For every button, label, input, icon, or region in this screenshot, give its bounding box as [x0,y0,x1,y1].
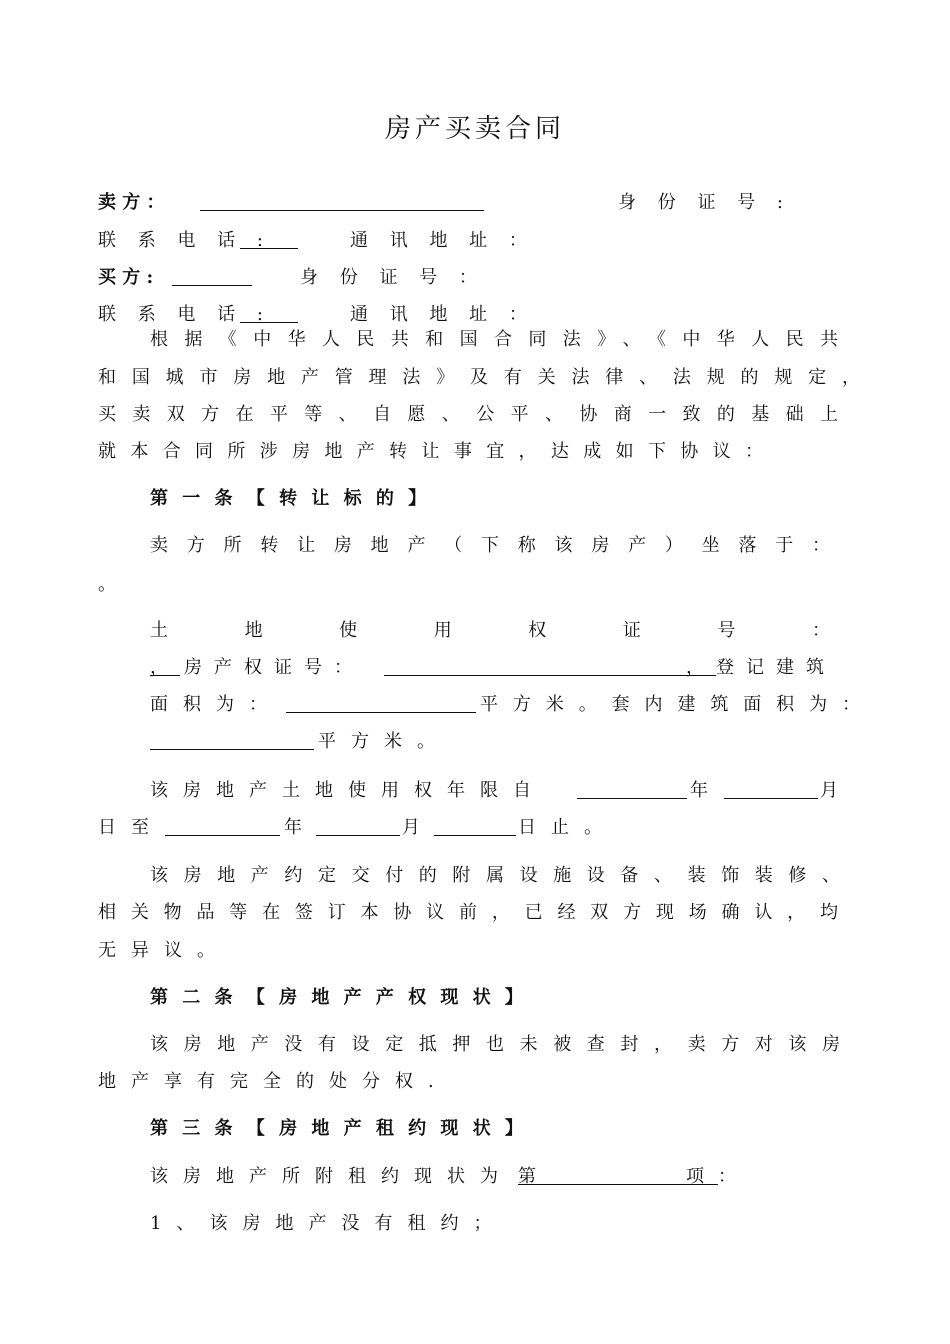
intro-line-4: 就本合同所涉房地产转让事宜，达成如下协议： [98,441,763,462]
term-label: 该房地产土地使用权年限自 [150,780,546,801]
buyer-blank [172,267,252,286]
property-cert-blank [384,657,716,676]
article-3-lease-label: 该房地产所附租约现状为 [150,1166,513,1187]
intro-line-1: 根据《中华人民共和国合同法》、《中华人民共 [150,329,838,350]
inner-area-label: 平方米。套内建筑面积为： [480,694,860,715]
article-1-facilities-line-1: 该房地产约定交付的附属设施设备、装饰装修、 [150,865,840,886]
buyer-phone-label: 联 系 电 话 : [98,304,271,325]
buyer-phone-blank [240,304,298,323]
lease-item-suffix: 项 [686,1166,704,1187]
end-month-blank [316,817,400,836]
term-month-label: 月 [820,780,838,801]
intro-line-2: 和国城市房地产管理法》及有关法律、法规的规定， [98,367,860,388]
buyer-label: 买 方 : [98,267,154,288]
article-3-title: 第 三 条 【 房 地 产 租 约 现 状 】 [150,1118,527,1139]
seller-address-label: 通 讯 地 址 ： [350,230,535,251]
end-day-label: 日止。 [518,817,617,838]
term-day-to-label: 日至 [98,817,164,838]
end-day-blank [434,817,516,836]
area-label: 面积为： [150,694,282,715]
seller-label: 卖 方 ： [98,192,165,213]
cert-prefix: ， [150,657,168,678]
article-2-title: 第 二 条 【 房 地 产 产 权 现 状 】 [150,987,527,1008]
area-blank [286,694,476,713]
seller-id-label: 身 份 证 号 : [618,192,791,213]
buyer-id-label: 身 份 证 号 ： [300,267,485,288]
inner-area-unit: 平方米。 [318,731,450,752]
document-title: 房产买卖合同 [384,114,565,144]
term-year-label: 年 [690,780,708,801]
article-1-location: 卖方所转让房地产（下称该房产）坐落于： [150,535,830,556]
article-2-line-1: 该房地产没有设定抵押也未被查封，卖方对该房 [150,1034,840,1055]
lease-item-colon: ： [718,1166,736,1187]
article-3-item-1: 1、该房地产没有租约； [150,1213,507,1234]
end-month-label: 月 [402,817,420,838]
buyer-address-label: 通 讯 地 址 ： [350,304,535,325]
seller-phone-label: 联 系 电 话 : [98,230,271,251]
article-1-title: 第 一 条 【 转 让 标 的 】 [150,488,431,509]
term-month-blank [724,780,818,799]
article-2-line-2: 地产享有完全的处分权. [98,1071,449,1092]
land-use-cert-label: 土地使用权证号： [150,620,830,641]
seller-blank [200,192,484,211]
end-year-label: 年 [284,817,302,838]
end-year-blank [165,817,280,836]
article-1-location-end: 。 [98,574,116,595]
property-cert-label: 房产权证号： [184,657,364,678]
term-year-blank [577,780,687,799]
cert-prefix-blank [150,657,180,676]
article-1-facilities-line-3: 无异议。 [98,940,230,961]
registered-area-label: ，登记建筑 [686,657,836,678]
article-1-facilities-line-2: 相关物品等在签订本协议前，已经双方现场确认，均 [98,902,838,923]
lease-item-prefix: 第 [518,1166,536,1187]
inner-area-blank [150,731,314,750]
seller-phone-blank [240,230,298,249]
intro-line-3: 买卖双方在平等、自愿、公平、协商一致的基础上 [98,404,838,425]
